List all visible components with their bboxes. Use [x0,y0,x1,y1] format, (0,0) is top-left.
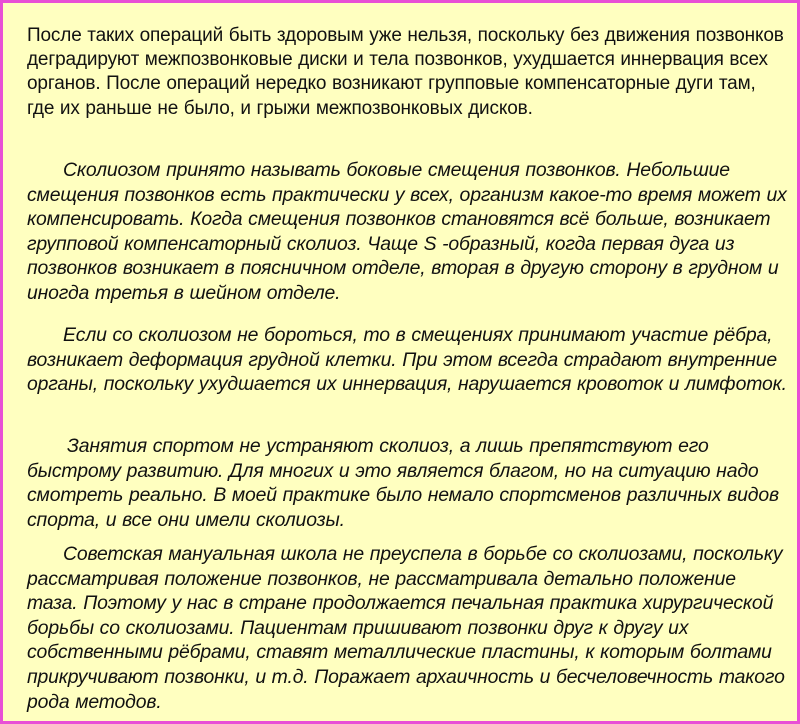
paragraph-rib-deformation: Если со сколиозом не бороться, то в смещениях принимают участие рёбра, возникает деформация грудной клетки. При этом всегда страдают внутренние органы, поскольку ухудшается их иннервация, нарушается кровоток и лимфоток. [27,324,787,396]
paragraph-surgery-consequences: После таких операций быть здоровым уже нельзя, поскольку без движения позвонков деградируют межпозвонковые диски и тела позвонков, ухудшается иннервация всех органов. После операций нередко возникают групповые компенсаторные дуги там, где их раньше не было, и грыжи межпозвонковых дисков. [27,25,784,119]
paragraph-soviet-school: Советская мануальная школа не преуспела в борьбе со сколиозами, поскольку рассматривая положение позвонков, не рассматривала детально положение таза. Поэтому у нас в стране продолжается печальная практика хирургической борьбы со сколиозами. Пациентам пришивают позвонки друг к другу их собственными рёбрами, ставят металлические пластины, к которым болтами прикручивают позвонки, и т.д. Поражает архаичность и бесчеловечность такого рода методов. [27,543,785,713]
paragraph-sports: Занятия спортом не устраняют сколиоз, а лишь препятствуют его быстрому развитию. Для многих и это является благом, но на ситуацию надо смотреть реально. В моей практике было немало спортсменов различных видов спорта, и все они имели сколиозы. [27,435,779,531]
paragraph-scoliosis-definition: Сколиозом принято называть боковые смещения позвонков. Небольшие смещения позвонков есть практически у всех, организм какое-то время может их компенсировать. Когда смещения позвонков становятся всё больше, возникает групповой компенсаторный сколиоз. Чаще S -образный, когда первая дуга из позвонков возникает в поясничном отделе, вторая в другую сторону в грудном и иногда третья в шейном отделе. [27,159,787,304]
